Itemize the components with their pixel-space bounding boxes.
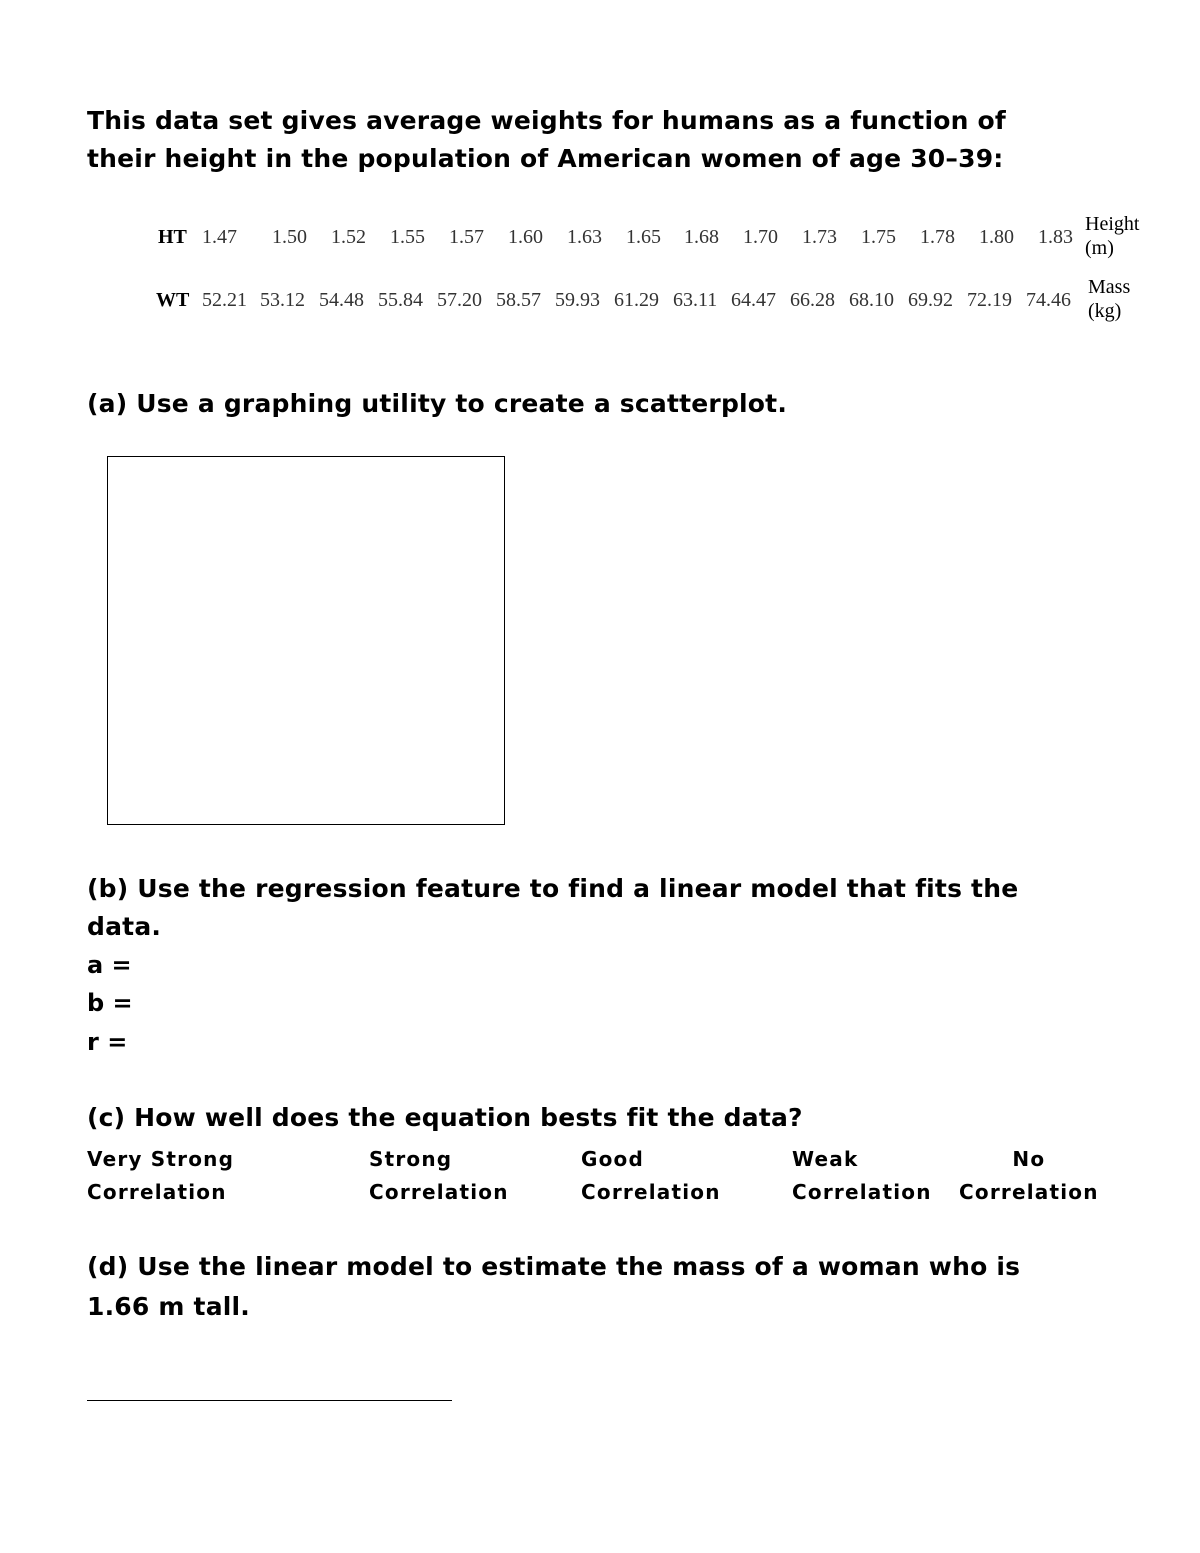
weight-value: 54.48: [319, 289, 364, 311]
mass-unit-name: Mass: [1088, 276, 1131, 298]
height-value: 1.68: [684, 226, 719, 248]
choice-line-2: Correlation: [792, 1180, 932, 1204]
coefficient-a-label: a =: [87, 951, 132, 979]
choice-line-2: Correlation: [581, 1180, 721, 1204]
choice-no[interactable]: [959, 1143, 1099, 1209]
weight-value: 64.47: [731, 289, 776, 311]
mass-unit-symbol: (kg): [1088, 300, 1122, 322]
height-value: 1.80: [979, 226, 1014, 248]
height-value: 1.47: [202, 226, 237, 248]
intro-line-1: This data set gives average weights for humans as a function of: [87, 106, 1006, 135]
correlation-r-label: r =: [87, 1028, 128, 1056]
weight-value: 58.57: [496, 289, 541, 311]
choice-strong[interactable]: [369, 1143, 509, 1209]
choice-line-1: Good: [581, 1147, 645, 1171]
part-d-line-2: 1.66 m tall.: [87, 1292, 250, 1321]
height-value: 1.55: [390, 226, 425, 248]
part-d-prompt: [87, 1247, 1020, 1327]
part-a-prompt: (a) Use a graphing utility to create a scatterplot.: [87, 389, 788, 418]
weight-value: 72.19: [967, 289, 1012, 311]
weight-value: 61.29: [614, 289, 659, 311]
height-unit-symbol: (m): [1085, 237, 1114, 259]
choice-weak[interactable]: [792, 1143, 932, 1209]
height-value: 1.57: [449, 226, 484, 248]
choice-line-1: Very Strong: [87, 1147, 235, 1171]
height-value: 1.78: [920, 226, 955, 248]
choice-line-2: Correlation: [87, 1180, 227, 1204]
weight-row: [0, 289, 1200, 319]
coefficient-b-label: b =: [87, 989, 133, 1017]
choice-line-2: Correlation: [369, 1180, 509, 1204]
answer-line[interactable]: [87, 1400, 452, 1401]
weight-value: 57.20: [437, 289, 482, 311]
weight-value: 63.11: [673, 289, 718, 311]
height-value: 1.70: [743, 226, 778, 248]
weight-value: 55.84: [378, 289, 423, 311]
choice-very-strong[interactable]: [87, 1143, 234, 1209]
height-value: 1.50: [272, 226, 307, 248]
part-b-line-1: (b) Use the regression feature to find a linear model that fits the: [87, 874, 1019, 903]
intro-line-2: their height in the population of American women of age 30–39:: [87, 144, 1004, 173]
weight-value: 53.12: [260, 289, 305, 311]
part-d-line-1: (d) Use the linear model to estimate the mass of a woman who is: [87, 1252, 1021, 1281]
choice-line-1: No: [1012, 1147, 1046, 1171]
weight-value: 59.93: [555, 289, 600, 311]
part-b-line-2: data.: [87, 912, 162, 941]
weight-value: 52.21: [202, 289, 247, 311]
height-value: 1.65: [626, 226, 661, 248]
scatterplot-box[interactable]: [107, 456, 505, 825]
height-value: 1.52: [331, 226, 366, 248]
height-unit: [1085, 212, 1139, 260]
height-value: 1.73: [802, 226, 837, 248]
weight-value: 66.28: [790, 289, 835, 311]
choice-line-2: Correlation: [959, 1180, 1099, 1204]
height-value: 1.63: [567, 226, 602, 248]
part-b-prompt: [87, 870, 1018, 946]
height-row-label: HT: [158, 226, 187, 248]
weight-value: 68.10: [849, 289, 894, 311]
height-unit-name: Height: [1085, 213, 1140, 235]
height-row: [0, 226, 1200, 256]
choice-good[interactable]: [581, 1143, 721, 1209]
weight-row-label: WT: [156, 289, 190, 311]
weight-value: 69.92: [908, 289, 953, 311]
height-value: 1.83: [1038, 226, 1073, 248]
height-value: 1.60: [508, 226, 543, 248]
height-value: 1.75: [861, 226, 896, 248]
choice-line-1: Weak: [792, 1147, 859, 1171]
intro-text: [87, 102, 1006, 178]
weight-value: 74.46: [1026, 289, 1071, 311]
part-c-prompt: (c) How well does the equation bests fit the data?: [87, 1103, 803, 1132]
choice-line-1: Strong: [369, 1147, 453, 1171]
mass-unit: [1088, 275, 1130, 323]
